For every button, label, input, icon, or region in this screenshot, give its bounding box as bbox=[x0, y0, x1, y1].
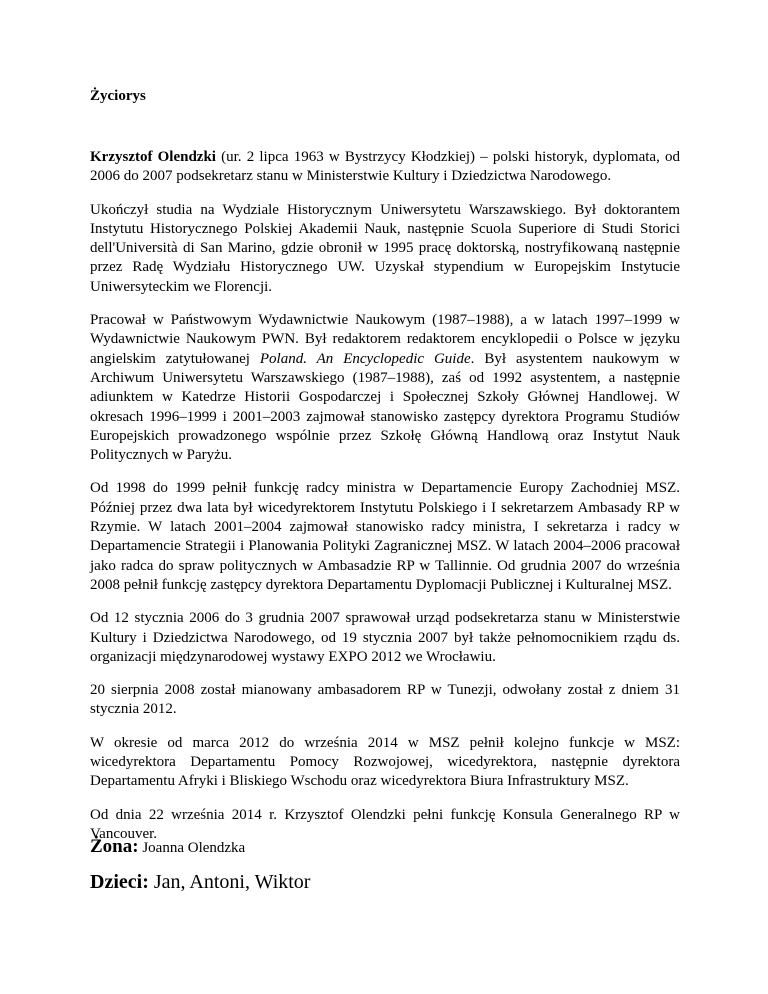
intro-paragraph bbox=[90, 148, 680, 187]
book-title: Poland. An Encyclopedic Guide bbox=[259, 350, 471, 367]
children-line bbox=[90, 871, 680, 894]
ambassador-paragraph: 20 sierpnia 2008 został mianowany ambasadorem RP w Tunezji, odwołany został z dniem 31 stycznia 2012. bbox=[90, 682, 680, 718]
children-label: Dzieci: bbox=[90, 871, 149, 893]
children-names: Jan, Antoni, Wiktor bbox=[148, 871, 311, 893]
spouse-label: Żona: bbox=[90, 836, 139, 857]
document-title: Życiorys bbox=[90, 88, 146, 104]
career-pwn-paragraph bbox=[90, 311, 680, 465]
diplomacy-paragraph: Od 1998 do 1999 pełnił funkcję radcy ministra w Departamencie Europy Zachodniej MSZ. Później przez dwa lata był wicedyrektorem Instytutu Polskiego i I sekretarzem Ambasady RP w Rzymie. W latach 2001–2004 zajmował stanowisko radcy ministra, I sekretarza i radcy w Departamencie Strategii i Planowania Polityki Zagranicznej MSZ. W latach 2004–2006 pracował jako radca do spraw politycznych w Ambasadzie RP w Tallinnie. Od grudnia 2007 do września 2008 pełnił funkcję zastępcy dyrektora Departamentu Dyplomacji Publicznej i Kulturalnej MSZ. bbox=[90, 480, 680, 593]
education-paragraph: Ukończył studia na Wydziale Historycznym Uniwersytetu Warszawskiego. Był doktorantem Instytutu Historycznego Polskiej Akademii Nauk, następnie Scuola Superiore di Studi Storici dell'Università di San Marino, gdzie obronił w 1995 pracę doktorską, nostryfikowaną następnie przez Radę Wydziału Historycznego UW. Uzyskał stypendium w Europejskim Instytucie Uniwersyteckim we Florencji. bbox=[90, 201, 680, 295]
ministry-paragraph: Od 12 stycznia 2006 do 3 grudnia 2007 sprawował urząd podsekretarza stanu w Ministerstwie Kultury i Dziedzictwa Narodowego, od 19 stycznia 2007 był także pełnomocnikiem rządu ds. organizacji międzynarodowej wystawy EXPO 2012 we Wrocławiu. bbox=[90, 610, 680, 665]
career-pwn-text-after: . Był asystentem naukowym w Archiwum Uniwersytetu Warszawskiego (1987–1988), zaś od 1992 asystentem, a następnie adiunktem w Katedrze Historii Gospodarczej i Społecznej Szkoły Głównej Handlowej. W okresach 1996–1999 i 2001–2003 zajmował stanowisko zastępcy dyrektora Programu Studiów Europejskich prowadzonego wspólnie przez Szkołę Główną Handlową oraz Instytut Nauk Politycznych w Paryżu. bbox=[90, 350, 680, 464]
msz-roles-paragraph: W okresie od marca 2012 do września 2014 w MSZ pełnił kolejno funkcje w MSZ: wicedyrektora Departamentu Pomocy Rozwojowej, wicedyrektora, następnie dyrektora Departamentu Afryki i Bliskiego Wschodu oraz wicedyrektora Biura Infrastruktury MSZ. bbox=[90, 734, 680, 790]
career-pwn-text-before: Pracował w Państwowym Wydawnictwie Naukowym (1987–1988), a w latach 1997–1999 w Wydawnictwie Naukowym PWN. Był redaktorem redaktorem encyklopedii o Polsce w języku angielskim zatytułowanej bbox=[90, 312, 680, 367]
person-name: Krzysztof Olendzki bbox=[90, 149, 216, 165]
consul-paragraph: Od dnia 22 września 2014 r. Krzysztof Olendzki pełni funkcję Konsula Generalnego RP w Vancouver. bbox=[90, 806, 680, 842]
spouse-line bbox=[90, 836, 680, 858]
biography-body bbox=[90, 148, 680, 858]
spouse-name: Joanna Olendzka bbox=[138, 840, 246, 856]
intro-text: (ur. 2 lipca 1963 w Bystrzycy Kłodzkiej) – polski historyk, dyplomata, od 2006 do 2007 podsekretarz stanu w Ministerstwie Kultury i Dziedzictwa Narodowego. bbox=[90, 149, 680, 185]
